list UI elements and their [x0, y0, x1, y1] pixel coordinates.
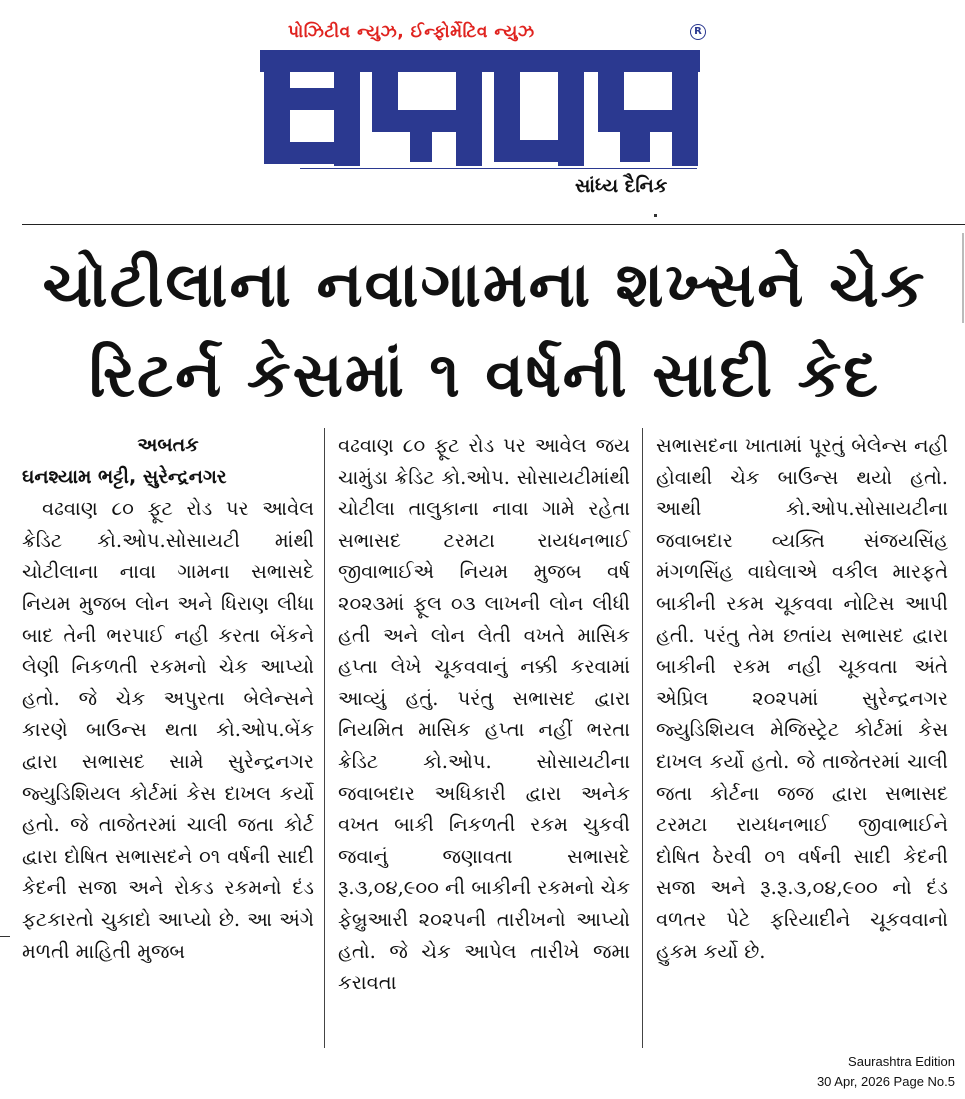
- column-divider: [324, 428, 325, 1048]
- byline-source: અબતક: [137, 434, 199, 456]
- headline-line-1: ચોટીલાના નવાગામના શખ્સને ચેક: [42, 248, 927, 321]
- article-headline: [22, 240, 947, 420]
- column-1-text: વઢવાણ ૮૦ ફૂટ રોડ પર આવેલ ક્રેડિટ કો.ઓપ.સોસાયટી માંથી ચોટીલાના નાવા ગામના સભાસદે નિયમ મુજબ લોન અને ધિરાણ લીધા બાદ તેની ભરપાઈ નહી કરતા બેંકને લેણી નિકળતી રકમનો ચેક આપ્યો હતો. જે ચેક અપુરતા બેલેન્સને કારણે બાઉન્સ થતા કો.ઓપ.બેંક દ્વારા સભાસદ સામે સુરેન્દ્રનગર જ્યુડિશિયલ કોર્ટમાં કેસ દાખલ કર્યો હતો. જે તાજેતરમાં ચાલી જતા કોર્ટ દ્વારા દોષિત સભાસદને ૦૧ વર્ષની સાદી કેદની સજા અને રોકડ રકમનો દંડ ફટકારતો ચુકાદો આપ્યો છે. આ અંગે મળતી માહિતી મુજબ: [22, 497, 314, 963]
- column-divider: [642, 428, 643, 1048]
- headline-line-2: રિટર્ન કેસમાં ૧ વર્ષની સાદી કેદ: [88, 338, 881, 411]
- left-edge-mark: [0, 936, 10, 937]
- column-3-text: સભાસદના ખાતામાં પૂરતું બેલેન્સ નહી હોવાથી ચેક બાઉન્સ થયો હતો. આથી કો.ઓપ.સોસાયટીના જવાબદાર વ્યક્તિ સંજયસિંહ મંગળસિંહ વાઘેલાએ વકીલ મારફતે બાકીની રકમ ચૂકવવા નોટિસ આપી હતી. પરંતુ તેમ છતાંય સભાસદ દ્વારા બાકીની રકમ નહી ચૂકવતા અંતે એપ્રિલ ૨૦૨૫માં સુરેન્દ્રનગર જ્યુડિશિયલ મેજિસ્ટ્રેટ કોર્ટમાં કેસ દાખલ કર્યો હતો. જે તાજેતરમાં ચાલી જતા કોર્ટના જજ દ્વારા સભાસદ ટરમટા રાયધનભાઈ જીવાભાઈને દોષિત ઠેરવી ૦૧ વર્ષની સાદી કેદની સજા અને રૂ.રૂ.૩,૦૪,૯૦૦ નો દંડ વળતર પેટે ફરિયાદીને ચૂકવવાનો હુકમ કર્યો છે.: [656, 434, 948, 963]
- article-column-2: [338, 430, 630, 999]
- masthead: [0, 0, 965, 215]
- column-2-text: વઢવાણ ૮૦ ફૂટ રોડ પર આવેલ જય ચામુંડા ક્રેડિટ કો.ઓપ. સોસાયટીમાંથી ચોટીલા તાલુકાના નાવા ગામે રહેતા સભાસદ ટરમટા રાયધનભાઈ જીવાભાઈએ નિયમ મુજબ વર્ષ ૨૦૨૩માં ફૂલ ૦૩ લાખની લોન લીધી હતી અને લોન લેતી વખતે માસિક હપ્તા લેખે ચૂકવવાનું નક્કી કરવામાં આવ્યું હતું. પરંતુ સભાસદ દ્વારા નિયમિત માસિક હપ્તા નહીં ભરતા ક્રેડિટ કો.ઓપ. સોસાયટીના જવાબદાર અધિકારી દ્વારા અનેક વખત બાકી નિકળતી રકમ ચુકવી જવાનું જણાવતા સભાસદે રૂ.૩,૦૪,૯૦૦ ની બાકીની રકમનો ચેક ફેબ્રુઆરી ૨૦૨૫ની તારીખનો આપ્યો હતો. જે ચેક આપેલ તારીખે જમા કરાવતા: [338, 434, 630, 995]
- right-edge-mark: [962, 233, 964, 323]
- footer-date-page: 30 Apr, 2026 Page No.5: [816, 1074, 955, 1089]
- registered-mark-icon: R: [690, 24, 706, 40]
- top-divider: [22, 224, 965, 225]
- byline-author: ઘનશ્યામ ભટ્ટી, સુરેન્દ્રનગર: [22, 465, 227, 488]
- masthead-edition-name: સાંધ્ય દૈનિક: [575, 175, 668, 197]
- footer-edition: Saurashtra Edition: [848, 1054, 955, 1069]
- logo-text: અબતક: [478, 124, 482, 125]
- article-column-1: [22, 430, 314, 967]
- abatak-logo: [260, 44, 700, 166]
- masthead-rule: [300, 168, 697, 169]
- article-column-3: [656, 430, 948, 967]
- masthead-tagline: પોઝિટીવ ન્યુઝ, ઈન્ફોર્મેટિવ ન્યુઝ: [288, 22, 535, 42]
- divider-dot: [654, 214, 657, 217]
